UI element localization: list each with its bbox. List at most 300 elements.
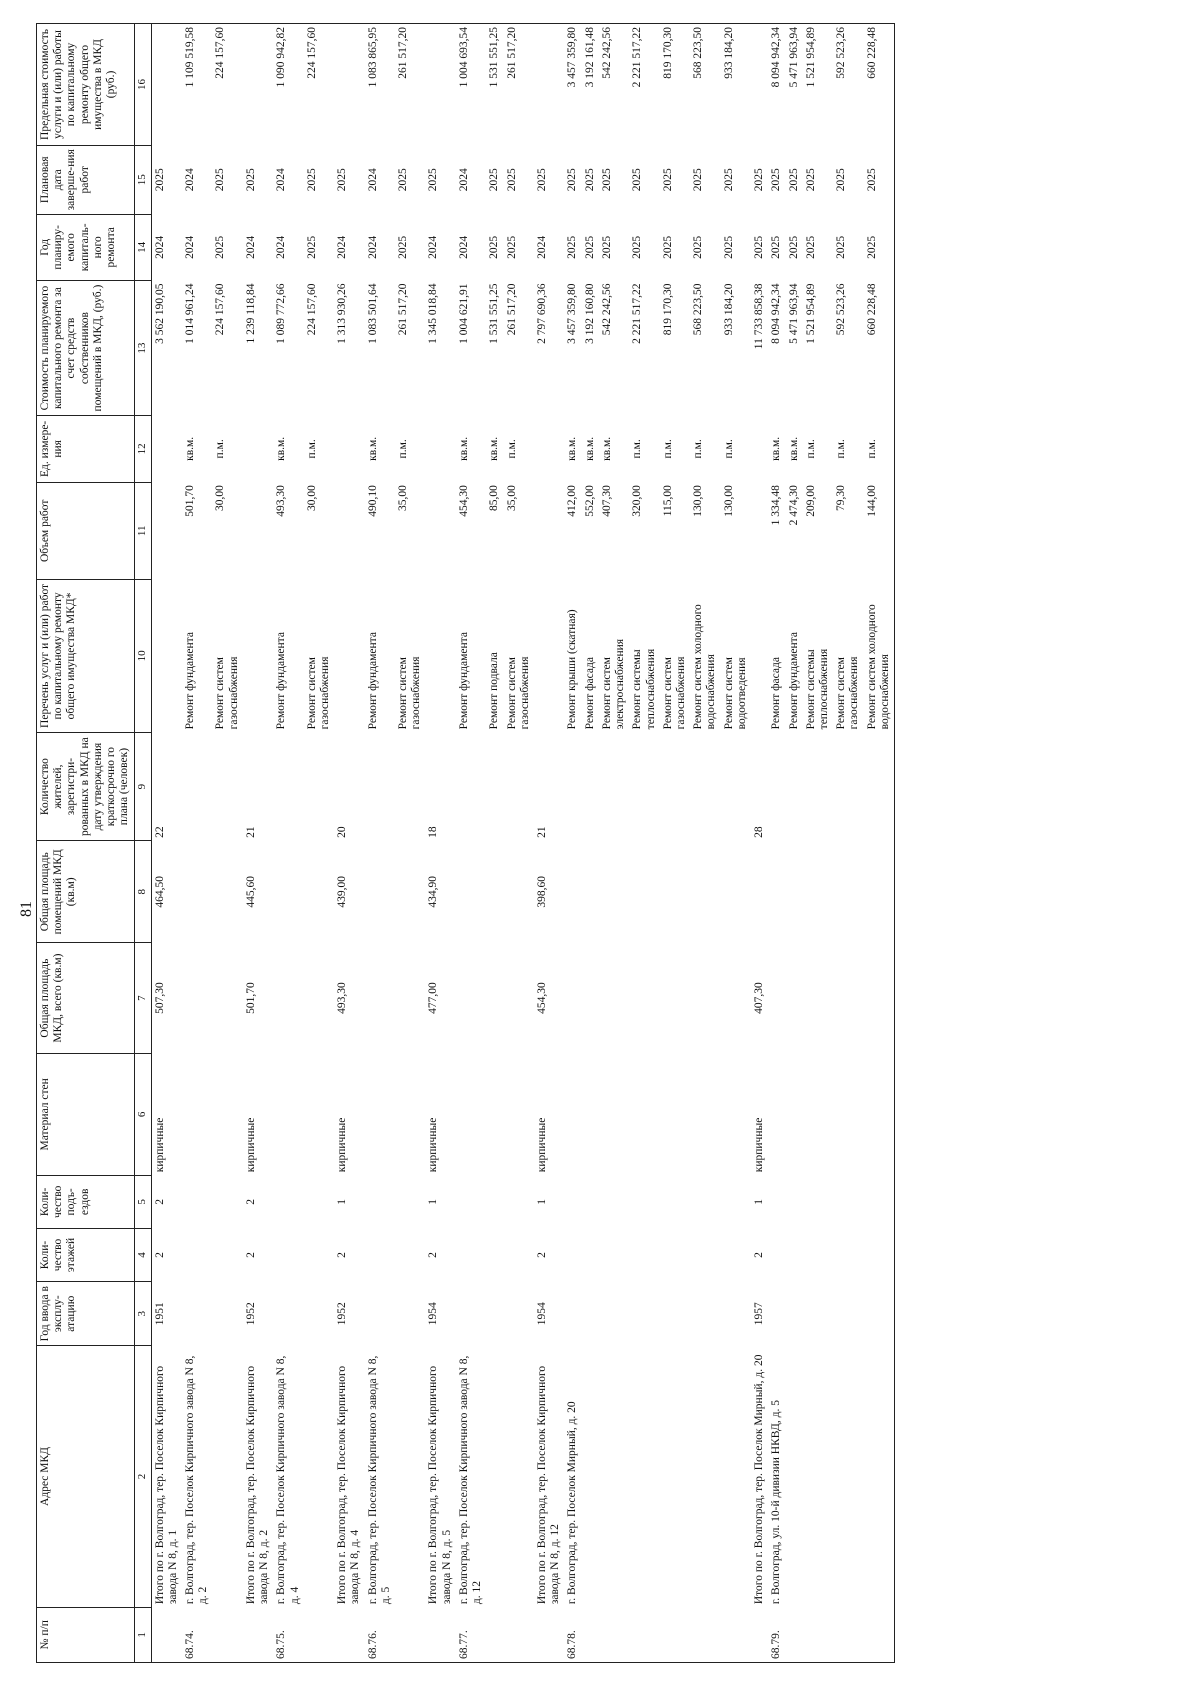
cell-col-4 — [365, 1228, 395, 1281]
cell-col-7: 454,30 — [536, 982, 548, 1014]
cell-col-13: 1 083 501,64 — [366, 283, 379, 344]
cell-col-4 — [564, 1228, 581, 1281]
column-number-row — [134, 24, 151, 1663]
page-number: 81 — [18, 901, 35, 917]
cell-col-12: п.м. — [722, 439, 735, 459]
cell-col-13: 1 345 018,84 — [427, 283, 440, 344]
cell-col-6 — [768, 1053, 785, 1175]
cell-col-1 — [334, 1607, 364, 1662]
object-row — [273, 24, 303, 1663]
cell-col-10: Ремонт систем газоснабжения — [305, 656, 331, 730]
cell-col-14: 2025 — [753, 235, 766, 259]
cell-col-7 — [273, 943, 303, 1054]
cell-col-11 — [334, 482, 364, 579]
cell-col-13: 542 242,56 — [600, 283, 613, 336]
cell-col-2: г. Волгоград, тер. Поселок Кирпичного завода N 8, д. 12 — [457, 1355, 484, 1605]
cell-col-10: Ремонт систем газоснабжения — [214, 656, 240, 730]
table-body — [151, 24, 895, 1663]
cell-col-2 — [486, 1346, 503, 1607]
cell-col-14: 2025 — [864, 214, 895, 280]
cell-col-2: г. Волгоград, тер. Поселок Кирпичного завода N 8, д. 2 — [183, 1355, 210, 1605]
cell-col-12: п.м. — [692, 439, 705, 459]
cell-col-7 — [365, 943, 395, 1054]
cell-col-10: Ремонт фундамента — [457, 632, 470, 730]
column-header-10: Перечень услуг и (или) работ по капитальному ремонту общего имущества МКД* — [37, 580, 135, 733]
cell-col-2 — [599, 1346, 629, 1607]
column-number-8: 8 — [134, 841, 151, 943]
cell-col-12: кв.м. — [600, 436, 613, 461]
cell-col-2 — [786, 1346, 803, 1607]
cell-col-5 — [486, 1175, 503, 1228]
cell-col-7 — [768, 943, 785, 1054]
cell-col-11: 412,00 — [566, 485, 579, 517]
cell-col-1: 68.76. — [365, 1607, 395, 1662]
column-header-7: Общая площадь МКД, всего (кв.м) — [37, 943, 135, 1054]
cell-col-6 — [365, 1053, 395, 1175]
column-number-16: 16 — [134, 24, 151, 146]
cell-col-1: 68.74. — [182, 1607, 212, 1662]
cell-col-11: 130,00 — [722, 485, 735, 517]
cell-col-1 — [304, 1607, 334, 1662]
total-row — [243, 24, 273, 1663]
cell-col-16: 542 242,56 — [599, 24, 629, 146]
cell-col-10: Ремонт систем холодного водоснабжения — [692, 604, 718, 730]
cell-col-6 — [833, 1053, 863, 1175]
cell-col-16: 568 223,50 — [690, 24, 720, 146]
cell-col-13: 1 521 954,89 — [804, 283, 817, 344]
cell-col-15: 2025 — [692, 168, 705, 192]
cell-col-9 — [273, 732, 303, 841]
cell-col-10: Ремонт фундамента — [366, 632, 379, 730]
cell-col-10: Ремонт фундамента — [787, 632, 800, 730]
cell-col-3 — [395, 1282, 425, 1346]
column-number-3: 3 — [134, 1282, 151, 1346]
cell-col-9: 21 — [244, 826, 257, 838]
cell-col-5 — [803, 1175, 833, 1228]
cell-col-12: п.м. — [214, 439, 227, 459]
cell-col-16: 1 090 942,82 — [273, 24, 303, 146]
column-number-4: 4 — [134, 1228, 151, 1281]
cell-col-16: 224 157,60 — [212, 24, 242, 146]
cell-col-3 — [564, 1282, 581, 1346]
cell-col-16 — [334, 24, 364, 146]
cell-col-12: кв.м. — [488, 436, 501, 461]
cell-col-1 — [721, 1607, 751, 1662]
cell-col-9 — [456, 732, 486, 841]
cell-col-3 — [864, 1282, 895, 1346]
work-row — [833, 24, 863, 1663]
cell-col-7 — [486, 943, 503, 1054]
cell-col-10: Ремонт крыши (скатная) — [566, 609, 579, 730]
cell-col-8 — [864, 841, 895, 943]
cell-col-10 — [151, 580, 182, 733]
cell-col-2 — [582, 1346, 599, 1607]
cell-col-16: 1 004 693,54 — [456, 24, 486, 146]
cell-col-7 — [456, 943, 486, 1054]
cell-col-1 — [690, 1607, 720, 1662]
column-header-5: Коли-чество подъ-ездов — [37, 1175, 135, 1228]
cell-col-15: 2025 — [835, 168, 848, 192]
cell-col-9: 20 — [336, 826, 349, 838]
cell-col-7 — [629, 943, 659, 1054]
cell-col-8 — [690, 841, 720, 943]
cell-col-9 — [690, 732, 720, 841]
cell-col-6 — [786, 1053, 803, 1175]
cell-col-3: 1952 — [336, 1302, 349, 1326]
cell-col-14: 2025 — [566, 235, 579, 259]
cell-col-12: п.м. — [305, 439, 318, 459]
column-number-11: 11 — [134, 482, 151, 579]
cell-col-10: Ремонт систем электроснабжения — [600, 638, 627, 730]
column-header-13: Стоимость планируемого капитального ремонта за счет средств собственников помещений в МКД, (руб.) — [37, 281, 135, 416]
column-header-14: Год планиру-емого капиталь-ного ремонта — [37, 214, 135, 280]
cell-col-13: 2 797 690,36 — [536, 283, 548, 344]
cell-col-13: 3 457 359,80 — [566, 283, 579, 344]
cell-col-4 — [833, 1228, 863, 1281]
cell-col-15: 2025 — [153, 168, 166, 192]
cell-col-3 — [212, 1282, 242, 1346]
cell-col-6 — [629, 1053, 659, 1175]
cell-col-3 — [833, 1282, 863, 1346]
cell-col-5 — [786, 1175, 803, 1228]
work-row — [864, 24, 895, 1663]
cell-col-9 — [582, 732, 599, 841]
column-number-6: 6 — [134, 1053, 151, 1175]
cell-col-15: 2025 — [600, 168, 613, 192]
cell-col-2: г. Волгоград, ул. 10-й дивизии НКВД, д. 5 — [770, 1400, 783, 1605]
cell-col-3: 1954 — [536, 1302, 548, 1326]
column-header-8: Общая площадь помещений МКД (кв.м) — [37, 841, 135, 943]
cell-col-5 — [304, 1175, 334, 1228]
cell-col-11: 79,30 — [835, 485, 848, 511]
cell-col-7 — [504, 943, 534, 1054]
cell-col-2: Итого по г. Волгоград, тер. Поселок Кирпичного завода N 8, д. 12 — [536, 1365, 562, 1605]
cell-col-10: Ремонт систем газоснабжения — [397, 656, 423, 730]
work-row — [395, 24, 425, 1663]
column-number-2: 2 — [134, 1346, 151, 1607]
cell-col-6 — [582, 1053, 599, 1175]
cell-col-1 — [486, 1607, 503, 1662]
cell-col-11: 454,30 — [457, 485, 470, 517]
column-number-14: 14 — [134, 214, 151, 280]
cell-col-14: 2025 — [505, 235, 518, 259]
cell-col-1 — [151, 1607, 182, 1662]
cell-col-14: 2024 — [244, 235, 257, 259]
cell-col-9 — [564, 732, 581, 841]
cell-col-15: 2025 — [336, 168, 349, 192]
column-header-11: Объем работ — [37, 482, 135, 579]
cell-col-10 — [425, 580, 455, 733]
cell-col-13: 8 094 942,34 — [770, 283, 783, 344]
cell-col-15: 2025 — [427, 168, 440, 192]
column-number-15: 15 — [134, 145, 151, 214]
cell-col-14: 2025 — [397, 235, 410, 259]
cell-col-1: 68.78. — [564, 1607, 581, 1662]
cell-col-15: 2024 — [457, 168, 470, 192]
cell-col-5 — [504, 1175, 534, 1228]
cell-col-2: Итого по г. Волгоград, тер. Поселок Мирный, д. 20 — [753, 1354, 766, 1605]
cell-col-8 — [833, 841, 863, 943]
cell-col-6 — [803, 1053, 833, 1175]
cell-col-10 — [334, 580, 364, 733]
cell-col-8 — [803, 841, 833, 943]
cell-col-2 — [395, 1346, 425, 1607]
cell-col-4 — [212, 1228, 242, 1281]
cell-col-9 — [768, 732, 785, 841]
cell-col-13: 5 471 963,94 — [787, 283, 800, 344]
cell-col-5 — [395, 1175, 425, 1228]
cell-col-3 — [786, 1282, 803, 1346]
cell-col-7: 493,30 — [336, 982, 349, 1014]
cell-col-14: 2024 — [153, 235, 166, 259]
total-row — [534, 24, 564, 1663]
cell-col-6: кирпичные — [153, 1117, 166, 1173]
cell-col-3 — [629, 1282, 659, 1346]
cell-col-12: п.м. — [864, 416, 895, 482]
cell-col-16: 660 228,48 — [864, 24, 895, 146]
cell-col-6: кирпичные — [336, 1117, 349, 1173]
cell-col-13: 11 733 858,38 — [753, 283, 766, 350]
cell-col-1 — [751, 1607, 768, 1662]
work-row — [690, 24, 720, 1663]
cell-col-11: 209,00 — [804, 485, 817, 517]
work-row — [486, 24, 503, 1663]
cell-col-6 — [273, 1053, 303, 1175]
total-row — [425, 24, 455, 1663]
cell-col-3 — [182, 1282, 212, 1346]
cell-col-8 — [599, 841, 629, 943]
cell-col-16: 1 109 519,58 — [182, 24, 212, 146]
cell-col-13: 1 239 118,84 — [244, 283, 257, 344]
cell-col-10: Ремонт систем холодного водоснабжения — [864, 580, 895, 733]
cell-col-14: 2025 — [722, 235, 735, 259]
cell-col-3: 1952 — [244, 1302, 257, 1326]
cell-col-13: 819 170,30 — [661, 283, 674, 336]
cell-col-1 — [212, 1607, 242, 1662]
cell-col-5: 1 — [536, 1198, 548, 1205]
cell-col-1 — [534, 1607, 564, 1662]
cell-col-2: Итого по г. Волгоград, тер. Поселок Кирпичного завода N 8, д. 4 — [336, 1365, 362, 1605]
cell-col-3 — [660, 1282, 690, 1346]
cell-col-12: п.м. — [661, 439, 674, 459]
cell-col-2 — [504, 1346, 534, 1607]
cell-col-12 — [534, 416, 564, 482]
cell-col-2 — [721, 1346, 751, 1607]
cell-col-11: 493,30 — [275, 485, 288, 517]
cell-col-11 — [534, 482, 564, 579]
cell-col-3 — [690, 1282, 720, 1346]
cell-col-5 — [833, 1175, 863, 1228]
cell-col-13: 1 313 930,26 — [336, 283, 349, 344]
cell-col-16 — [425, 24, 455, 146]
cell-col-2 — [833, 1346, 863, 1607]
cell-col-5 — [721, 1175, 751, 1228]
cell-col-13: 660 228,48 — [864, 281, 895, 416]
cell-col-2 — [212, 1346, 242, 1607]
cell-col-6: кирпичные — [427, 1117, 440, 1173]
cell-col-8 — [273, 841, 303, 943]
cell-col-14: 2025 — [488, 235, 501, 259]
cell-col-16 — [534, 24, 564, 146]
cell-col-13: 933 184,20 — [722, 283, 735, 336]
cell-col-4 — [660, 1228, 690, 1281]
cell-col-13: 224 157,60 — [305, 283, 318, 336]
cell-col-6 — [864, 1053, 895, 1175]
cell-col-7 — [864, 943, 895, 1054]
cell-col-6 — [690, 1053, 720, 1175]
cell-col-16: 3 457 359,80 — [564, 24, 581, 146]
object-row — [564, 24, 581, 1663]
cell-col-3: 1957 — [753, 1302, 766, 1326]
cell-col-7: 407,30 — [753, 982, 766, 1014]
cell-col-9 — [212, 732, 242, 841]
cell-col-15: 2025 — [631, 168, 644, 192]
cell-col-4 — [599, 1228, 629, 1281]
cell-col-16: 261 517,20 — [504, 24, 534, 146]
cell-col-8: 445,60 — [244, 875, 257, 908]
cell-col-13: 261 517,20 — [505, 283, 518, 336]
cell-col-15: 2025 — [864, 145, 895, 214]
cell-col-4 — [304, 1228, 334, 1281]
cell-col-2 — [629, 1346, 659, 1607]
cell-col-8 — [768, 841, 785, 943]
cell-col-13: 1 004 621,91 — [457, 283, 470, 344]
cell-col-12: кв.м. — [183, 436, 196, 461]
cell-col-7 — [803, 943, 833, 1054]
cell-col-4 — [504, 1228, 534, 1281]
cell-col-14: 2025 — [600, 235, 613, 259]
work-row — [629, 24, 659, 1663]
cell-col-12: кв.м. — [583, 436, 596, 461]
cell-col-11: 130,00 — [692, 485, 705, 517]
cell-col-15: 2025 — [722, 168, 735, 192]
cell-col-9 — [629, 732, 659, 841]
cell-col-3 — [721, 1282, 751, 1346]
cell-col-1 — [833, 1607, 863, 1662]
cell-col-13: 224 157,60 — [214, 283, 227, 336]
cell-col-1 — [243, 1607, 273, 1662]
cell-col-1 — [395, 1607, 425, 1662]
cell-col-10: Ремонт систем газоснабжения — [661, 656, 687, 730]
cell-col-2: г. Волгоград, тер. Поселок Кирпичного завода N 8, д. 5 — [366, 1355, 392, 1605]
cell-col-10 — [243, 580, 273, 733]
cell-col-6: кирпичные — [536, 1117, 548, 1173]
cell-col-14: 2024 — [536, 235, 548, 259]
cell-col-3 — [304, 1282, 334, 1346]
cell-col-4: 2 — [153, 1252, 166, 1258]
cell-col-16 — [751, 24, 768, 146]
cell-col-15: 2025 — [770, 168, 783, 192]
cell-col-13: 592 523,26 — [835, 283, 848, 336]
column-header-15: Плановая дата заверше-ния работ — [37, 145, 135, 214]
cell-col-3 — [768, 1282, 785, 1346]
cell-col-6: кирпичные — [753, 1117, 766, 1173]
cell-col-13: 261 517,20 — [397, 283, 410, 336]
cell-col-12: кв.м. — [275, 436, 288, 461]
cell-col-12: кв.м. — [787, 436, 800, 461]
cell-col-5 — [768, 1175, 785, 1228]
cell-col-16: 1 531 551,25 — [486, 24, 503, 146]
cell-col-5 — [273, 1175, 303, 1228]
cell-col-6 — [504, 1053, 534, 1175]
cell-col-16: 5 471 963,94 — [786, 24, 803, 146]
cell-col-12: кв.м. — [366, 436, 379, 461]
cell-col-10 — [534, 580, 564, 733]
cell-col-4 — [486, 1228, 503, 1281]
cell-col-4 — [182, 1228, 212, 1281]
cell-col-5: 1 — [427, 1198, 440, 1205]
cell-col-13: 3 562 190,05 — [153, 283, 166, 344]
work-row — [504, 24, 534, 1663]
cell-col-12: кв.м. — [770, 436, 783, 461]
cell-col-3 — [365, 1282, 395, 1346]
cell-col-13: 1 531 551,25 — [488, 283, 501, 344]
cell-col-10: Ремонт фасада — [770, 657, 783, 730]
cell-col-7: 501,70 — [244, 982, 257, 1014]
cell-col-9 — [660, 732, 690, 841]
cell-col-7 — [182, 943, 212, 1054]
cell-col-2: г. Волгоград, тер. Поселок Мирный, д. 20 — [566, 1401, 579, 1605]
column-number-7: 7 — [134, 943, 151, 1054]
cell-col-11: 35,00 — [397, 485, 410, 511]
cell-col-11: 2 474,30 — [787, 485, 800, 526]
column-header-12: Ед. измере-ния — [37, 416, 135, 482]
cell-col-9 — [504, 732, 534, 841]
cell-col-8 — [304, 841, 334, 943]
cell-col-15: 2025 — [488, 168, 501, 192]
cell-col-16: 8 094 942,34 — [768, 24, 785, 146]
cell-col-15: 2024 — [275, 168, 288, 192]
cell-col-12 — [243, 416, 273, 482]
cell-col-16: 2 221 517,22 — [629, 24, 659, 146]
cell-col-14: 2025 — [804, 235, 817, 259]
cell-col-10: Ремонт систем водоотведения — [722, 657, 748, 730]
cell-col-5 — [629, 1175, 659, 1228]
cell-col-7 — [582, 943, 599, 1054]
cell-col-3 — [803, 1282, 833, 1346]
cell-col-15: 2025 — [566, 168, 579, 192]
cell-col-15: 2025 — [397, 168, 410, 192]
cell-col-11: 30,00 — [214, 485, 227, 511]
cell-col-9 — [721, 732, 751, 841]
cell-col-9 — [786, 732, 803, 841]
cell-col-15: 2025 — [536, 168, 548, 192]
cell-col-5: 2 — [244, 1198, 257, 1205]
cell-col-7: 507,30 — [153, 982, 166, 1014]
cell-col-15: 2025 — [804, 168, 817, 192]
cell-col-12 — [751, 416, 768, 482]
cell-col-1 — [660, 1607, 690, 1662]
work-row — [803, 24, 833, 1663]
cell-col-11: 1 334,48 — [770, 485, 783, 526]
cell-col-3: 1954 — [427, 1302, 440, 1326]
cell-col-7 — [395, 943, 425, 1054]
cell-col-3 — [273, 1282, 303, 1346]
work-row — [660, 24, 690, 1663]
cell-col-8 — [629, 841, 659, 943]
cell-col-8 — [395, 841, 425, 943]
cell-col-12: п.м. — [804, 439, 817, 459]
cell-col-15: 2025 — [244, 168, 257, 192]
cell-col-6 — [486, 1053, 503, 1175]
cell-col-11 — [751, 482, 768, 579]
cell-col-6 — [304, 1053, 334, 1175]
cell-col-14: 2025 — [661, 235, 674, 259]
column-header-9: Количество жителей, зарегистри-рованных в МКД на дату утверждения краткосрочно го плана (человек) — [37, 732, 135, 841]
cell-col-2 — [803, 1346, 833, 1607]
cell-col-16: 1 083 865,95 — [365, 24, 395, 146]
cell-col-1 — [629, 1607, 659, 1662]
